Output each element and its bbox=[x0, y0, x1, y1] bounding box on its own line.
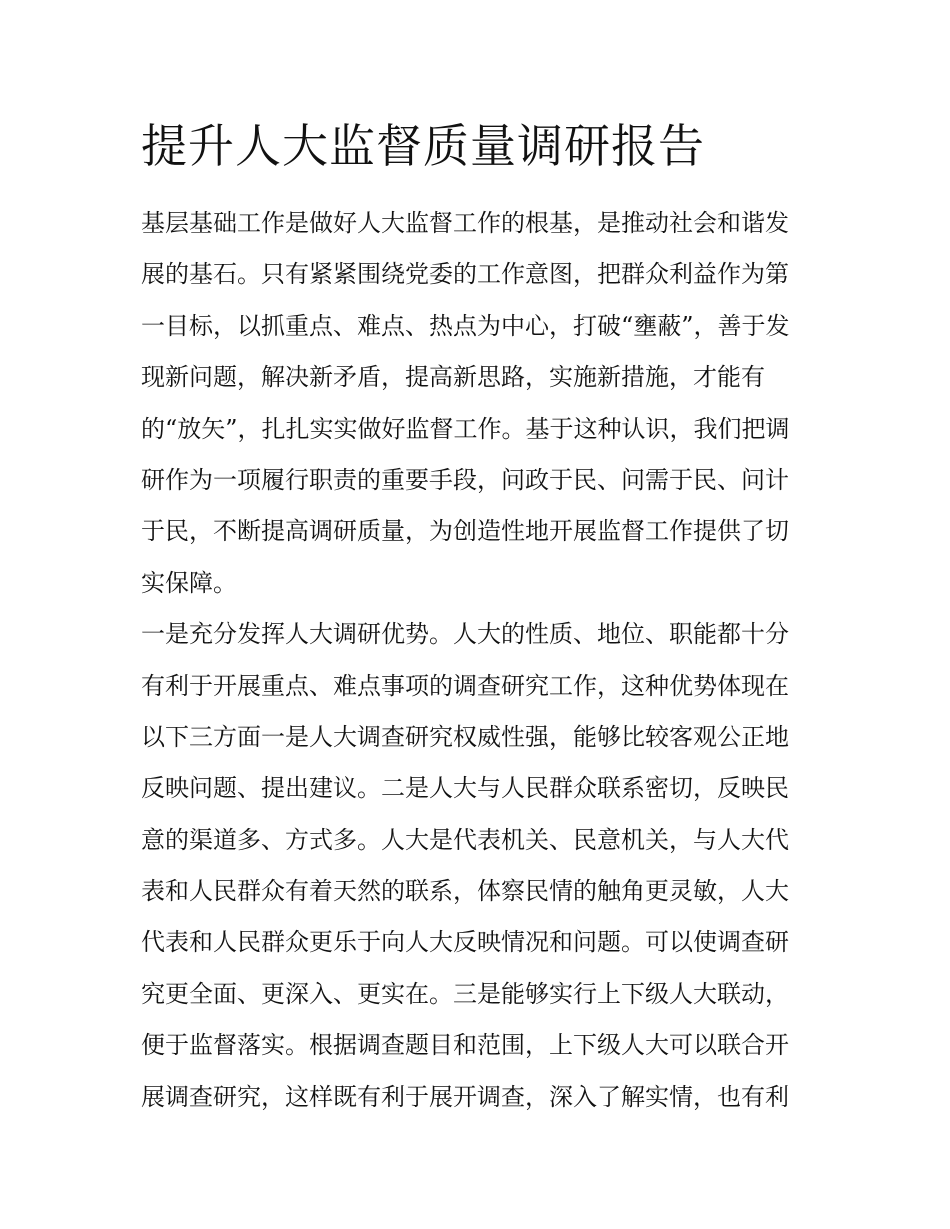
body-line: 实保障。 bbox=[141, 568, 237, 597]
body-line: 以下三方面一是人大调查研究权威性强，能够比较客观公正地 bbox=[141, 722, 789, 751]
body-line: 一是充分发挥人大调研优势。人大的性质、地位、职能都十分 bbox=[141, 620, 789, 649]
body-line: 的“放矢”，扎扎实实做好监督工作。基于这种认识，我们把调 bbox=[141, 414, 790, 443]
document-title: 提升人大监督质量调研报告 bbox=[141, 119, 705, 173]
body-line: 展调查研究，这样既有利于展开调查，深入了解实情，也有利 bbox=[141, 1082, 789, 1111]
body-line: 意的渠道多、方式多。人大是代表机关、民意机关，与人大代 bbox=[141, 825, 789, 854]
body-line: 代表和人民群众更乐于向人大反映情况和问题。可以使调查研 bbox=[141, 928, 789, 957]
body-line: 于民，不断提高调研质量，为创造性地开展监督工作提供了切 bbox=[141, 517, 789, 546]
body-line: 展的基石。只有紧紧围绕党委的工作意图，把群众利益作为第 bbox=[141, 260, 789, 289]
body-line: 有利于开展重点、难点事项的调查研究工作，这种优势体现在 bbox=[141, 671, 789, 700]
body-line: 基层基础工作是做好人大监督工作的根基，是推动社会和谐发 bbox=[141, 209, 789, 237]
body-line: 研作为一项履行职责的重要手段，问政于民、问需于民、问计 bbox=[141, 465, 789, 494]
document-body bbox=[141, 198, 813, 1123]
body-line: 表和人民群众有着天然的联系，体察民情的触角更灵敏，人大 bbox=[141, 877, 789, 906]
body-line: 一目标，以抓重点、难点、热点为中心，打破“壅蔽”，善于发 bbox=[141, 311, 790, 340]
body-line: 反映问题、提出建议。二是人大与人民群众联系密切，反映民 bbox=[141, 774, 789, 803]
body-line: 现新问题，解决新矛盾，提高新思路，实施新措施，才能有 bbox=[141, 363, 765, 392]
body-line: 便于监督落实。根据调查题目和范围，上下级人大可以联合开 bbox=[141, 1031, 789, 1060]
body-line: 究更全面、更深入、更实在。三是能够实行上下级人大联动， bbox=[141, 979, 789, 1008]
